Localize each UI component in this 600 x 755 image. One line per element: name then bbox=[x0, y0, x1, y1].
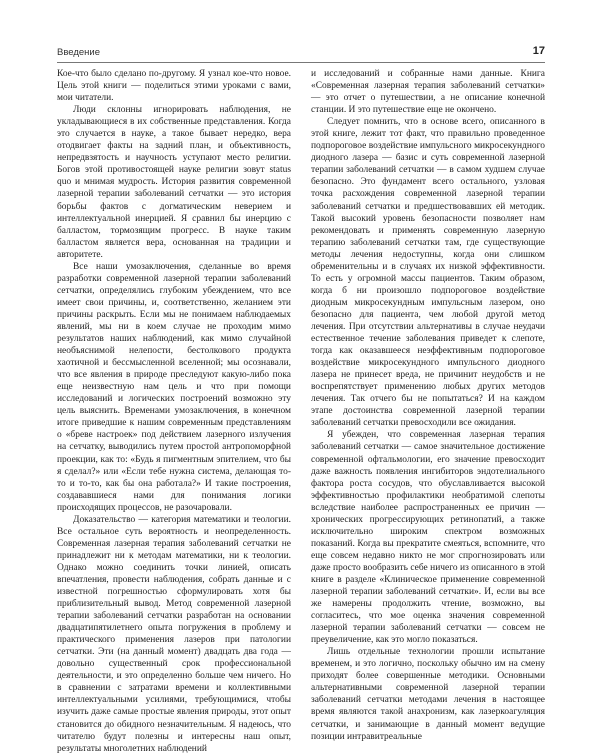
page-number: 17 bbox=[532, 45, 545, 57]
page-header bbox=[57, 46, 545, 62]
paragraph: и исследований и собранные нами данные. Книга «Современная лазерная терапия заболеваний сетчатки» — это отчет о путешествии, а не описание конечной станции. И это путешествие еще не окончено. bbox=[311, 69, 545, 116]
paragraph: Кое-что было сделано по-другому. Я узнал кое-что новое. Цель этой книги — поделиться этими уроками с вами, мои читатели. bbox=[57, 69, 291, 104]
paragraph: Люди склонны игнорировать наблюдения, не укладывающиеся в их собственные представления. Когда это случается в науке, а такое бывает нередко, вера отодвигает факты на задний план, и объективность, непредвзятость и научность уступают место религии. Богов этой противостоящей науке религии зовут status quo и мнимая мудрость. История развития современной лазерной терапии заболеваний сетчатки — это история борьбы фактов с догматическим неверием и интеллектуальной инерцией. Я сравнил бы инерцию с балластом, тормозящим прогресс. В науке таким балластом является вера, основанная на традиции и авторитете. bbox=[57, 105, 291, 260]
paragraph: Следует помнить, что в основе всего, описанного в этой книге, лежит тот факт, что правильно проведенное подпороговое воздействие импульсного микросекундного диодного лазера — базис и суть современной лазерной терапии заболеваний сетчатки — в самом худшем случае безопасно. Это фундамент всего остального, узловая точка расхождения современной лазерной терапии заболеваний сетчатки и предшествовавших ей методик. Такой высокий уровень безопасности позволяет нам рекомендовать и применять современную лазерную терапию заболеваний сетчатки там, где существующие методы лечения недоступны, когда они слишком обременительны и в случаях их низкой эффективности. То есть у огромной массы пациентов. Таким образом, когда б ни произошло подпороговое воздействие диодным микросекундным импульсным лазером, оно безопасно для пациента, чем любой другой метод лечения. При отсутствии альтернативы в случае неудачи естественное течение заболевания приведет к слепоте, тогда как оказавшееся неэффективным подпороговое воздействие микросекундного импульсного диодного лазера не принесет вреда, не причинит неудобств и не воспрепятствует применению любых других методов лечения. Так отчего бы не попытаться? И на каждом этапе достоинства современной лазерной терапии заболеваний сетчатки превосходили все ожидания. bbox=[311, 117, 545, 429]
paragraph: Доказательство — категория математики и теологии. Все остальное суть вероятность и неопределенность. Современная лазерная терапия заболеваний сетчатки не принадлежит ни к методам математики, ни к теологии. Однако можно соединить точки линией, описать впечатления, провести наблюдения, собрать данные и с известной погрешностью сформулировать хотя бы приблизительный вывод. Метод современной лазерной терапии заболеваний сетчатки разработан на основании двадцатипятилетнего опыта погружения в проблему и практического применения лазеров при патологии сетчатки. Эти (на данный момент) двадцать два года — довольно существенный срок профессиональной деятельности, и это определенно больше чем ничего. Но в сравнении с затратами времени и коллективными интеллектуальными усилиями, требующимися, чтобы изучить даже самые простые явления природы, этот опыт становится до обидного незначительным. Я надеюсь, что читателю будут полезны и интересны наш опыт, результаты многолетних наблюдений bbox=[57, 514, 291, 754]
left-text-column bbox=[57, 68, 291, 754]
paragraph: Я убежден, что современная лазерная терапия заболеваний сетчатки — самое значительное достижение современной офтальмологии, его значение превосходит даже важность появления ингибиторов эндотелиального фактора роста сосудов, что обуславливается высокой эффективностью профилактики необратимой слепоты вследствие наиболее распространенных ее причин — хронических прогрессирующих ретинопатий, а также исключительно широким спектром возможных показаний. Когда вы прекратите смеяться, вспомните, что еще совсем недавно никто не мог спрогнозировать или даже просто вообразить себе ничего из описанного в этой книге в разделе «Клиническое применение современной лазерной терапии заболеваний сетчатки». И, если вы все же намерены продолжить чтение, возможно, вы согласитесь, что мое оценка значения современной лазерной терапии заболеваний сетчатки — совсем не преувеличение, как это могло показаться. bbox=[311, 430, 545, 646]
header-divider bbox=[57, 62, 545, 63]
section-title: Введение bbox=[57, 47, 101, 58]
paragraph: Лишь отдельные технологии прошли испытание временем, и это логично, поскольку обычно им на смену приходят более совершенные методики. Основными альтернативными современной лазерной терапии заболеваний сетчатки методами лечения в настоящее время являются такой анахронизм, как лазеркоагуляция сетчатки, и занимающие в данный момент ведущие позиции интравитреальные bbox=[311, 647, 545, 742]
right-text-column bbox=[311, 68, 545, 742]
paragraph: Все наши умозаключения, сделанные во время разработки современной лазерной терапии заболеваний сетчатки, определялись глубоким убеждением, что все имеет свои причины, и, соответственно, желанием эти причины раскрыть. Если мы не понимаем наблюдаемых явлений, мы ни в коем случае не проходим мимо результатов наших наблюдений, как мимо случайной необъяснимой нелепости, бестолкового продукта хаотичной и бессмысленной вселенной; мы осознавали, что все явления в природе преследуют какую-либо пока еще неизвестную нам цель и что при помощи исследований и логических построений возможно эту цель выяснить. Временами умозаключения, в конечном итоге приведшие к нашим современным представлениям о «бреве настроек» под действием лазерного излучения на сетчатку, выводились путем простой антропоморфной проекции, как то: «Будь я пигментным эпителием, что бы я сделал?» или «Если тебе нужна система, делающая то-то и то-то, как бы она работала?» И такие построения, создававшиеся нами для понимания логики происходящих процессов, не разочаровали. bbox=[57, 261, 291, 513]
